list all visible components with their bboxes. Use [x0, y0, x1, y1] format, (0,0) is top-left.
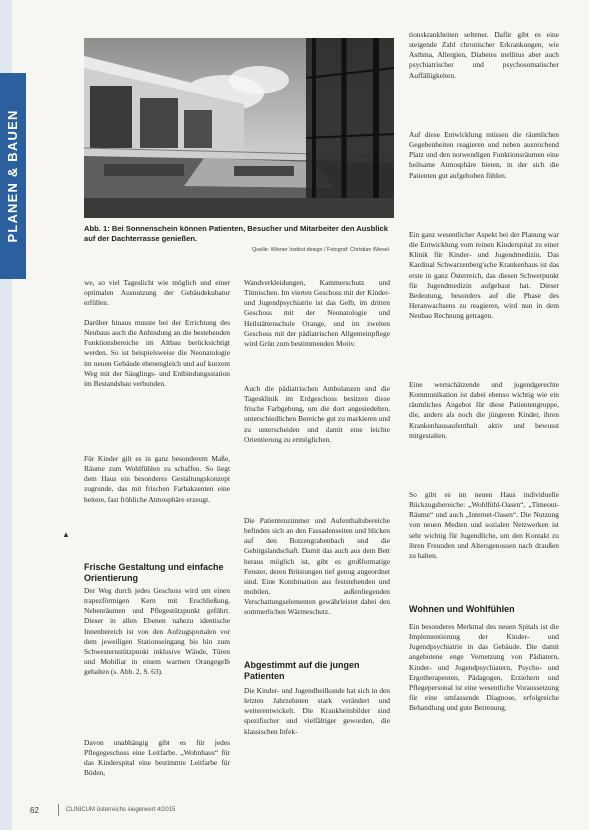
terrace-photo	[84, 38, 394, 218]
col3-paragraph-3: Ein ganz wesentlicher Aspekt bei der Planung war die Entwicklung vom reinen Kinderspital zu einer Klinik für Kinder- und Jugendmedizin. Das Kardinal Schwarzenberg'sche Krankenhaus ist das erste in ganz Österreich, das diesen Schwerpunkt für Jugendmedizin aufgebaut hat. Dieser Bedeutung, besonders auf die Phase des Heranwachsens zu reagieren, wird nun in dem Neubau Rechnung getragen.	[409, 230, 559, 321]
col1-paragraph-4: Der Weg durch jedes Geschoss wird um einen trapezförmigen Kern mit Erschließung, Nebenräumen und Pflegestützpunkt geführt. Dieser in allen Ebenen nahezu identische Innenbereich ist von den Aufzugsportalen vor dem jeweiligen Stationseingang bis hin zum Schwesternstützpunkt inklusive Wände, Türen und Mobiliar in einem warmen Orangegelb gehalten (s. Abb. 2, S. 63).	[84, 586, 230, 677]
col1-paragraph-1: we, so viel Tageslicht wie möglich und einer optimalen Ausnutzung der Gebäudekubatur erfüllen.	[84, 278, 230, 308]
col3-paragraph-1: tionskrankheiten seltener. Dafür gibt es eine steigende Zahl chronischer Erkrankungen, wie Asthma, Allergien, Diabetes mellitus aber auch psychiatrischer und psychosomatischer Auffälligkeiten.	[409, 30, 559, 80]
col3-paragraph-4: Eine wertschätzende und jugendgerechte Kommunikation ist dabei ebenso wichtig wie ein räumliches Angebot für diese Patientengruppe, die, anders als noch die jüngeren Kinder, ihren Krankenhausaufenthalt aktiv und bewusst mitgestalten.	[409, 380, 559, 440]
col2-heading: Abgestimmt auf die jungen Patienten	[244, 660, 360, 681]
footer-publication: CLINICUM österreichs siegerwert 4/2015	[66, 807, 176, 813]
col1-paragraph-3: Für Kinder gilt es in ganz besonderem Maße, Räume zum Wohlfühlen zu schaffen. So liegt dem Haus ein besonderes Gestaltungskonzept zugrunde, das mit frischen Farbakzenten eine heitere, fast fröhliche Atmosphäre erzeugt.	[84, 454, 230, 504]
col2-paragraph-4: Die Kinder- und Jugendheilkunde hat sich in den letzten Jahrzehnten stark verändert und weiterentwickelt. Die Krankheitsbilder sind spezifischer und vielfältiger geworden, die klassischen Infek-	[244, 686, 390, 736]
col1-heading: Frische Gestaltung und einfache Orientierung	[84, 562, 224, 583]
footer-divider	[58, 804, 59, 816]
col1-paragraph-5: Davon unabhängig gibt es für jedes Pflegegeschoss eine Leitfarbe. „Wohnhaus“ für das Kinderspital eine bestimmte Leitfarbe für Böden,	[84, 738, 230, 778]
col3-heading: Wohnen und Wohlfühlen	[409, 604, 515, 614]
page-number: 62	[30, 806, 39, 815]
figure-caption: Abb. 1: Bei Sonnenschein können Patienten, Besucher und Mitarbeiter den Ausblick auf der Dachterrasse genießen.	[84, 224, 388, 243]
col3-paragraph-5: So gibt es im neuen Haus individuelle Rückzugsbereiche: „Wohlfühl-Oasen“, „Timeout-Räume“ und auch „Internet-Oasen“. Die Nutzung von neuen Medien und sozialen Netzwerken ist sehr wichtig für Jugendliche, um den Kontakt zu ihren Freunden und Altersgenossen nach draußen zu halten.	[409, 490, 559, 560]
col1-paragraph-2: Darüber hinaus musste bei der Errichtung des Neubaus auch die Anbindung an die bestehenden Funktionsbereiche im Altbau berücksichtigt werden. So ist beispielsweise die Neonatologie im neuen Gebäude ebenengleich und auf kurzem Weg mit der Säuglings- und Entbindungsstation im Bestandsbau verbunden.	[84, 318, 230, 388]
photo-credit: Quelle: Wiener Institut design / Fotograf: Christian Wiesel	[252, 247, 389, 253]
terrace-photo-illustration	[84, 38, 394, 218]
col2-paragraph-3: Die Patientenzimmer und Aufenthaltsbereiche befinden sich an den Fassadenseiten und blicken auf den Botzengrabenbach und die Gebirgslandschaft. Damit das auch aus dem Bett heraus möglich ist, gibt es großformatige Fenster, deren Brüstungen tief genug angeordnet sind. Eine Kombination aus feststehenden und mobilen, außenliegenden Verschattungselementen gewährleistet dabei den sommerlichen Wärmeschutz.	[244, 516, 390, 617]
section-label: PLANEN & BAUEN	[0, 73, 26, 279]
col3-paragraph-6: Ein besonderes Merkmal des neuen Spitals ist die Implementierung der Kinder- und Jugendpsychiatrie in das Gebäude. Die damit angebotene enge Vernetzung von Pädiatern, Kinder- und Jugendpsychiatern, Psycho- und Ergotherapeuten, Pädagogen, Erziehern und Pflegepersonal ist eine wesentliche Voraussetzung für eine umfassende Diagnose, erfolgreiche Behandlung und gute Betreuung.	[409, 622, 559, 713]
col3-paragraph-2: Auf diese Entwicklung müssen die räumlichen Gegebenheiten reagieren und neben ausreichend Platz und den notwendigen Funktionsräumen eine heilsame Atmosphäre bieten, in der sich die Patienten gut aufgehoben fühlen.	[409, 130, 559, 180]
col2-paragraph-1: Wandverkleidungen, Kammerschutz und Türnischen. Im vierten Geschoss mit der Kinder- und Jugendpsychiatrie ist das Gelb, im dritten Geschoss mit der Neonatologie und Heilstättenschule Orange, und im zweiten Geschoss mit der pädiatrischen Allgemeinpflege wird Grün zum bestimmenden Motiv.	[244, 278, 390, 348]
bullet-marker: ▲	[62, 530, 70, 539]
col2-paragraph-2: Auch die pädiatrischen Ambulanzen und die Tagesklinik im Erdgeschoss besitzen diese frische Farbgebung, um die dort angesiedelten, unterschiedlichen Bereiche gut zu markieren und zu unterscheiden und damit eine leichte Orientierung zu ermöglichen.	[244, 384, 390, 444]
